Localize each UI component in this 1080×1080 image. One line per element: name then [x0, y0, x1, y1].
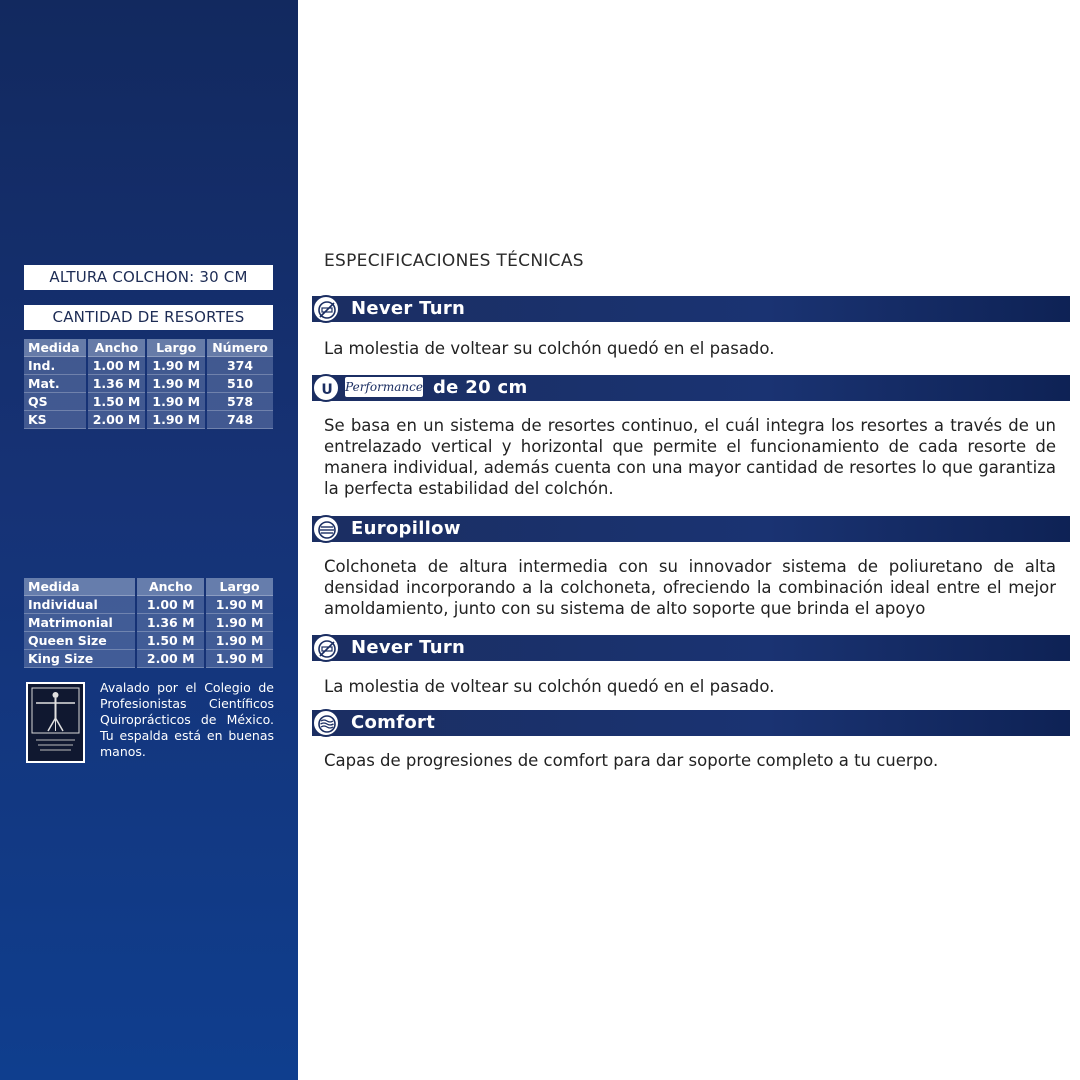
table-header: Medida	[24, 339, 87, 357]
sizes-table	[24, 578, 273, 668]
table-cell: King Size	[24, 650, 136, 668]
comfort-icon	[312, 709, 340, 737]
table-cell: 2.00 M	[87, 411, 147, 429]
table-cell: 1.36 M	[87, 375, 147, 393]
table-cell: Mat.	[24, 375, 87, 393]
table-row	[24, 411, 273, 429]
table-cell: Matrimonial	[24, 614, 136, 632]
table-cell: Ind.	[24, 357, 87, 375]
table-cell: 510	[206, 375, 273, 393]
section-header-comfort	[312, 710, 1070, 736]
table-cell: 1.00 M	[87, 357, 147, 375]
table-header: Ancho	[87, 339, 147, 357]
table-cell: Queen Size	[24, 632, 136, 650]
vitruvian-figure-icon	[28, 684, 83, 761]
u-performance-icon	[312, 374, 340, 402]
section-header-europillow	[312, 516, 1070, 542]
page-title: ESPECIFICACIONES TÉCNICAS	[324, 251, 584, 271]
table-cell: 1.90 M	[205, 596, 273, 614]
table-cell: 1.90 M	[146, 393, 206, 411]
mattress-height-label: ALTURA COLCHON: 30 CM	[24, 265, 273, 290]
table-header: Número	[206, 339, 273, 357]
table-cell: 1.90 M	[205, 632, 273, 650]
never-turn-icon	[312, 295, 340, 323]
table-header: Medida	[24, 578, 136, 596]
table-header-row	[24, 578, 273, 596]
table-row	[24, 614, 273, 632]
table-cell: 1.90 M	[146, 411, 206, 429]
never-turn-icon	[312, 634, 340, 662]
table-cell: 1.36 M	[136, 614, 205, 632]
table-cell: 1.50 M	[136, 632, 205, 650]
section-title: de 20 cm	[433, 377, 528, 398]
table-row	[24, 393, 273, 411]
table-header-row	[24, 339, 273, 357]
table-cell: 578	[206, 393, 273, 411]
section-text: Capas de progresiones de comfort para dar soporte completo a tu cuerpo.	[324, 751, 939, 770]
table-cell: QS	[24, 393, 87, 411]
table-row	[24, 650, 273, 668]
table-cell: 374	[206, 357, 273, 375]
table-cell: 1.90 M	[146, 357, 206, 375]
section-header-performance	[312, 375, 1070, 401]
section-text: Se basa en un sistema de resortes continuo, el cuál integra los resortes a través de un entrelazado vertical y horizontal que permite el funcionamiento de cada resorte de manera individual, además cuenta con una mayor cantidad de resortes lo que garantiza la perfecta estabilidad del colchón.	[324, 416, 1056, 498]
springs-table	[24, 339, 273, 429]
section-header-never-turn	[312, 296, 1070, 322]
table-row	[24, 375, 273, 393]
section-title: Europillow	[351, 518, 461, 539]
table-cell: Individual	[24, 596, 136, 614]
table-cell: 1.50 M	[87, 393, 147, 411]
sidebar	[0, 0, 298, 1080]
table-cell: 1.00 M	[136, 596, 205, 614]
section-title: Comfort	[351, 712, 436, 733]
section-title: Never Turn	[351, 298, 466, 319]
chiropractic-seal-logo	[26, 682, 85, 763]
table-cell: KS	[24, 411, 87, 429]
section-header-never-turn	[312, 635, 1070, 661]
section-text: La molestia de voltear su colchón quedó en el pasado.	[324, 677, 775, 696]
table-row	[24, 357, 273, 375]
table-cell: 1.90 M	[205, 614, 273, 632]
svg-text:U: U	[321, 382, 333, 398]
table-cell: 1.90 M	[205, 650, 273, 668]
springs-count-label: CANTIDAD DE RESORTES	[24, 305, 273, 330]
endorsement-text: Avalado por el Colegio de Profesionistas Científicos Quiroprácticos de México. Tu espalda está en buenas manos.	[100, 680, 274, 759]
section-title: Never Turn	[351, 637, 466, 658]
table-cell: 1.90 M	[146, 375, 206, 393]
section-text: La molestia de voltear su colchón quedó en el pasado.	[324, 339, 775, 358]
section-text: Colchoneta de altura intermedia con su innovador sistema de poliuretano de alta densidad incorporando a la colchoneta, ofreciendo la combinación ideal entre el mejor amoldamiento, junto con su sistema de alto soporte que brinda el apoyo	[324, 557, 1056, 618]
table-header: Largo	[205, 578, 273, 596]
table-row	[24, 632, 273, 650]
table-cell: 748	[206, 411, 273, 429]
table-cell: 2.00 M	[136, 650, 205, 668]
europillow-icon	[312, 515, 340, 543]
table-row	[24, 596, 273, 614]
table-header: Ancho	[136, 578, 205, 596]
performance-logo: Performance	[345, 377, 423, 397]
table-header: Largo	[146, 339, 206, 357]
